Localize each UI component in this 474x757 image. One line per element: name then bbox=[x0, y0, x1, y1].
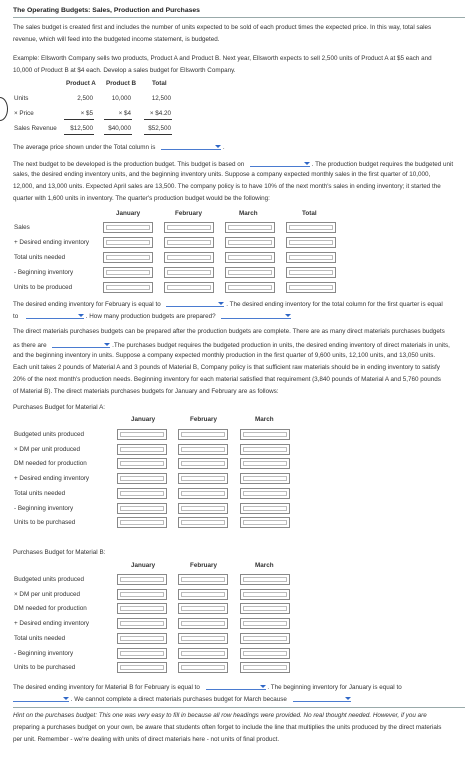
underline bbox=[104, 119, 132, 120]
dm-text: and the beginning inventory in units. Suppose a company expected monthly production in the first quarter of 9,600 units, 12,100 units, and 13,050 units. bbox=[13, 352, 436, 359]
input-cell[interactable] bbox=[164, 252, 214, 263]
col-header: Total bbox=[302, 210, 317, 217]
cell: × $5 bbox=[80, 110, 93, 117]
underline bbox=[104, 134, 132, 135]
dm-text: The direct materials purchases budgets can be prepared after the production budgets are complete. There are as many direct materials purchases budgets bbox=[13, 328, 445, 335]
end-text: The desired ending inventory for Material B for February is equal to bbox=[13, 684, 200, 691]
input-cell[interactable] bbox=[240, 603, 290, 614]
input-cell[interactable] bbox=[178, 618, 228, 629]
input-cell[interactable] bbox=[117, 473, 167, 484]
cell: 10,000 bbox=[111, 95, 131, 102]
title-divider bbox=[13, 17, 465, 18]
row-label: × DM per unit produced bbox=[14, 445, 80, 453]
input-cell[interactable] bbox=[240, 517, 290, 528]
avg-price-text: The average price shown under the Total column is bbox=[13, 144, 156, 151]
row-label: - Beginning inventory bbox=[14, 649, 74, 657]
input-cell[interactable] bbox=[164, 282, 214, 293]
col-header: February bbox=[190, 416, 217, 423]
row-label: Budgeted units produced bbox=[14, 431, 85, 438]
input-cell[interactable] bbox=[117, 633, 167, 644]
row-label: Units to be purchased bbox=[14, 664, 76, 672]
input-cell[interactable] bbox=[240, 633, 290, 644]
input-cell[interactable] bbox=[178, 488, 228, 499]
input-cell[interactable] bbox=[240, 429, 290, 440]
input-cell[interactable] bbox=[103, 252, 153, 263]
col-header: March bbox=[239, 210, 258, 217]
underline bbox=[144, 119, 172, 120]
input-cell[interactable] bbox=[240, 444, 290, 455]
end-text: . We cannot complete a direct materials purchases budget for March because bbox=[70, 696, 287, 703]
dm-text: Each unit takes 2 pounds of Material A and 3 pounds of Material B, Company policy is that sufficient raw materials should be in ending inventory to satisfy bbox=[13, 364, 440, 371]
input-cell[interactable] bbox=[117, 662, 167, 673]
row-label: Units bbox=[14, 95, 29, 102]
input-cell[interactable] bbox=[117, 444, 167, 455]
row-label: DM needed for production bbox=[14, 460, 87, 468]
input-cell[interactable] bbox=[117, 458, 167, 469]
input-cell[interactable] bbox=[178, 458, 228, 469]
chevron-down-icon bbox=[285, 314, 291, 317]
input-cell[interactable] bbox=[240, 503, 290, 514]
input-cell[interactable] bbox=[103, 267, 153, 278]
cell: $40,000 bbox=[108, 125, 131, 132]
chevron-down-icon bbox=[215, 145, 221, 148]
cell: 12,500 bbox=[151, 95, 171, 102]
input-cell[interactable] bbox=[117, 503, 167, 514]
col-header: Product B bbox=[106, 80, 137, 87]
production-text: . The production budget requires the budgeted unit bbox=[311, 161, 454, 168]
dm-text: as there are bbox=[13, 342, 47, 349]
col-header: January bbox=[131, 416, 156, 423]
input-cell[interactable] bbox=[286, 267, 336, 278]
input-cell[interactable] bbox=[240, 618, 290, 629]
input-cell[interactable] bbox=[178, 473, 228, 484]
production-budgets-count-dropdown[interactable] bbox=[221, 311, 291, 319]
input-cell[interactable] bbox=[240, 574, 290, 585]
row-label: - Beginning inventory bbox=[14, 269, 74, 276]
row-label: + Desired ending inventory bbox=[14, 620, 90, 628]
input-cell[interactable] bbox=[117, 429, 167, 440]
input-cell[interactable] bbox=[178, 503, 228, 514]
bracket-mark bbox=[0, 97, 8, 121]
period: . bbox=[222, 144, 225, 151]
example-text: 10,000 of Product B at $4 each. Develop a sales budget for Ellsworth Company. bbox=[13, 67, 236, 74]
dm-budgets-count-dropdown[interactable] bbox=[52, 340, 110, 348]
col-header: Product A bbox=[66, 80, 96, 87]
feb-text: . The desired ending inventory for the total column for the first quarter is equal bbox=[226, 301, 443, 308]
row-label: Total units needed bbox=[14, 254, 66, 261]
col-header: February bbox=[190, 562, 217, 569]
row-label: Sales Revenue bbox=[14, 125, 57, 132]
row-label: - Beginning inventory bbox=[14, 504, 74, 512]
input-cell[interactable] bbox=[117, 648, 167, 659]
input-cell[interactable] bbox=[240, 473, 290, 484]
input-cell[interactable] bbox=[225, 237, 275, 248]
input-cell[interactable] bbox=[178, 633, 228, 644]
dm-text: 20% of the next month's production needs. Beginning inventory for each material satisfied that requirement (3,840 pounds of Material A and 5,760 pounds bbox=[13, 376, 441, 383]
row-label: × DM per unit produced bbox=[14, 590, 80, 598]
input-cell[interactable] bbox=[240, 488, 290, 499]
input-cell[interactable] bbox=[240, 589, 290, 600]
row-label: Units to be produced bbox=[14, 284, 73, 291]
input-cell[interactable] bbox=[178, 603, 228, 614]
col-header: January bbox=[116, 210, 141, 217]
chevron-down-icon bbox=[78, 314, 84, 317]
jan-beginning-inv-dropdown[interactable] bbox=[13, 694, 69, 702]
col-header: February bbox=[175, 210, 202, 217]
row-label: Sales bbox=[14, 224, 30, 231]
page-title: The Operating Budgets: Sales, Production and Purchases bbox=[13, 7, 200, 14]
row-label: Total units needed bbox=[14, 634, 66, 642]
input-cell[interactable] bbox=[178, 429, 228, 440]
production-text: 12,000, and 13,000 units. Expected April sales are 13,500. The company policy is to have 10% of the next month's sales in ending inventory; it started the bbox=[13, 183, 441, 190]
input-cell[interactable] bbox=[117, 603, 167, 614]
input-cell[interactable] bbox=[240, 648, 290, 659]
input-cell[interactable] bbox=[103, 222, 153, 233]
hint-text: preparing a purchases budget on your own, be aware that students often forget to include the line that multiplies the units produced by the direct materials bbox=[13, 724, 442, 731]
input-cell[interactable] bbox=[178, 648, 228, 659]
input-cell[interactable] bbox=[225, 267, 275, 278]
row-label: + Desired ending inventory bbox=[14, 475, 90, 483]
march-reason-dropdown[interactable] bbox=[293, 694, 351, 702]
underline bbox=[144, 134, 172, 135]
input-cell[interactable] bbox=[240, 458, 290, 469]
chevron-down-icon bbox=[63, 697, 69, 700]
production-text: quarter with 1,600 units in inventory. The quarter's production budget would be the following: bbox=[13, 195, 270, 202]
col-header: March bbox=[255, 562, 274, 569]
mat-b-feb-inv-dropdown[interactable] bbox=[206, 682, 266, 690]
end-text: . The beginning inventory for January is equal to bbox=[267, 684, 402, 691]
input-cell[interactable] bbox=[225, 282, 275, 293]
input-cell[interactable] bbox=[225, 252, 275, 263]
input-cell[interactable] bbox=[117, 618, 167, 629]
chevron-down-icon bbox=[218, 302, 224, 305]
input-cell[interactable] bbox=[286, 222, 336, 233]
chevron-down-icon bbox=[345, 697, 351, 700]
input-cell[interactable] bbox=[286, 282, 336, 293]
dm-text: of Material B). The direct materials purchases budgets for January and February are as follows: bbox=[13, 388, 279, 395]
col-header: March bbox=[255, 416, 274, 423]
input-cell[interactable] bbox=[164, 267, 214, 278]
hint-text: per unit. Remember - we're dealing with units of direct materials here - not units of final product. bbox=[13, 736, 280, 743]
material-b-title: Purchases Budget for Material B: bbox=[13, 549, 106, 556]
row-label: Total units needed bbox=[14, 489, 66, 497]
cell: 2,500 bbox=[77, 95, 93, 102]
chevron-down-icon bbox=[304, 162, 310, 165]
dm-text: .The purchases budget requires the budgeted production in units, the desired ending inventory of direct materials in units, bbox=[112, 342, 450, 349]
hint-text: Hint on the purchases budget: This one was very easy to fill in because all row headings were provided. No real thought needed. However, if you are bbox=[13, 712, 427, 719]
cell: $12,500 bbox=[70, 125, 93, 132]
input-cell[interactable] bbox=[286, 237, 336, 248]
input-cell[interactable] bbox=[103, 282, 153, 293]
chevron-down-icon bbox=[260, 685, 266, 688]
input-cell[interactable] bbox=[117, 574, 167, 585]
feb-text: to bbox=[13, 313, 19, 320]
intro-text: The sales budget is created first and includes the number of units expected to be sold of each product times the expected price. In this way, total sales bbox=[13, 24, 432, 31]
input-cell[interactable] bbox=[178, 574, 228, 585]
cell: × $4.20 bbox=[149, 110, 171, 117]
col-header: January bbox=[131, 562, 156, 569]
hint-divider bbox=[13, 707, 465, 708]
row-label: DM needed for production bbox=[14, 605, 87, 613]
input-cell[interactable] bbox=[164, 222, 214, 233]
input-cell[interactable] bbox=[117, 517, 167, 528]
production-basis-dropdown[interactable] bbox=[250, 159, 310, 167]
input-cell[interactable] bbox=[240, 662, 290, 673]
underline bbox=[64, 134, 94, 135]
input-cell[interactable] bbox=[225, 222, 275, 233]
row-label: + Desired ending inventory bbox=[14, 239, 90, 246]
input-cell[interactable] bbox=[117, 589, 167, 600]
avg-price-dropdown[interactable] bbox=[161, 142, 221, 150]
total-ending-inv-dropdown[interactable] bbox=[26, 311, 84, 319]
feb-text: The desired ending inventory for February is equal to bbox=[13, 301, 161, 308]
production-text: sales, the desired ending inventory units, and the beginning inventory units. Suppose a company expected monthly sales in the first quarter of 10,000, bbox=[13, 171, 431, 178]
feb-text: . How many production budgets are prepared? bbox=[85, 313, 216, 320]
input-cell[interactable] bbox=[178, 589, 228, 600]
feb-ending-inv-dropdown[interactable] bbox=[166, 299, 224, 307]
production-text: The next budget to be developed is the production budget. This budget is based on bbox=[13, 161, 245, 168]
row-label: Budgeted units produced bbox=[14, 576, 85, 583]
row-label: × Price bbox=[14, 110, 34, 117]
col-header: Total bbox=[152, 80, 167, 87]
chevron-down-icon bbox=[104, 343, 110, 346]
input-cell[interactable] bbox=[178, 662, 228, 673]
input-cell[interactable] bbox=[178, 517, 228, 528]
row-label: Units to be purchased bbox=[14, 519, 76, 527]
intro-text: revenue, which will feed into the budgeted income statement, is budgeted. bbox=[13, 36, 220, 43]
input-cell[interactable] bbox=[103, 237, 153, 248]
cell: $52,500 bbox=[148, 125, 171, 132]
underline bbox=[64, 119, 94, 120]
input-cell[interactable] bbox=[164, 237, 214, 248]
example-text: Example: Ellsworth Company sells two products, Product A and Product B. Next year, Ellsworth expects to sell 2,500 units of Product A at $5 each and bbox=[13, 55, 432, 62]
input-cell[interactable] bbox=[178, 444, 228, 455]
input-cell[interactable] bbox=[117, 488, 167, 499]
input-cell[interactable] bbox=[286, 252, 336, 263]
material-a-title: Purchases Budget for Material A: bbox=[13, 404, 106, 411]
cell: × $4 bbox=[118, 110, 131, 117]
